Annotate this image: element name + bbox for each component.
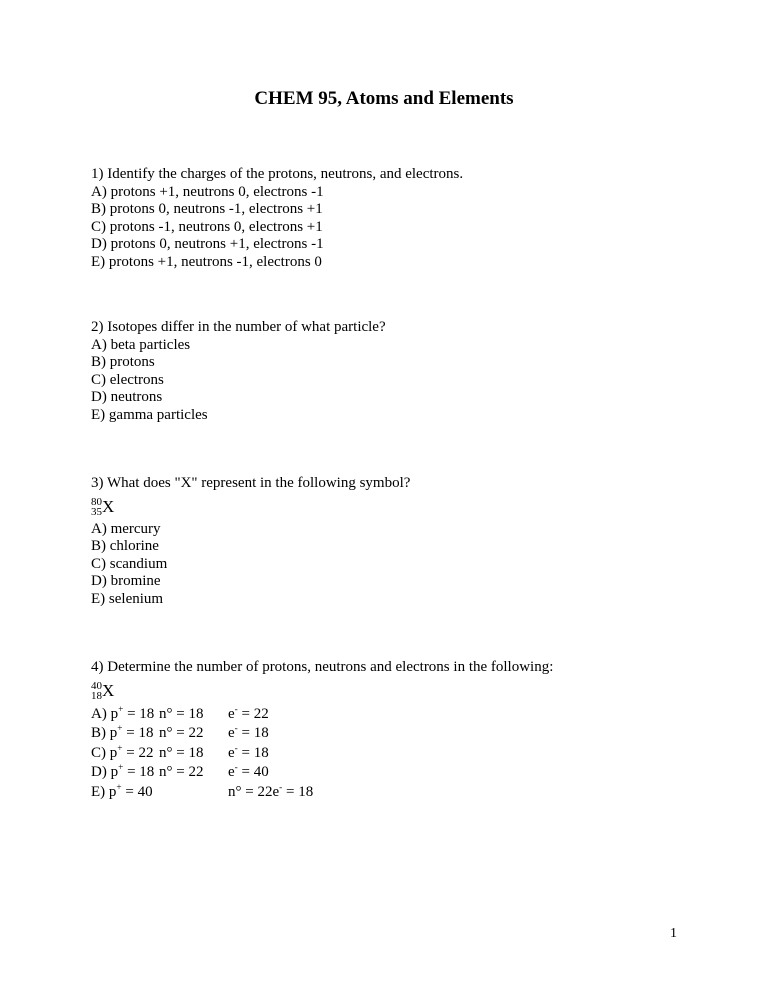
- neutrons-value: n° = 18: [159, 705, 204, 722]
- mass-number: 40: [91, 679, 102, 692]
- question-4-option-d: [91, 763, 708, 783]
- question-4-option-a: [91, 705, 708, 725]
- protons-value: C) p+ = 22: [91, 743, 154, 761]
- question-3-option-c: C) scandium: [91, 555, 168, 572]
- question-1-option-c: C) protons -1, neutrons 0, electrons +1: [91, 218, 323, 235]
- question-3: [91, 475, 708, 608]
- electrons-value: e- = 22: [228, 704, 269, 722]
- question-4-option-c: [91, 744, 708, 764]
- electrons-value: e- = 18: [228, 724, 269, 742]
- question-4-prompt: 4) Determine the number of protons, neutrons and electrons in the following:: [91, 659, 554, 675]
- question-2: [91, 319, 708, 424]
- neutrons-value: n° = 22: [159, 764, 204, 781]
- document-title: CHEM 95, Atoms and Elements: [254, 88, 514, 109]
- question-3-prompt: 3) What does "X" represent in the following symbol?: [91, 475, 411, 491]
- mass-number: 80: [91, 495, 102, 508]
- electrons-value: e- = 18: [228, 743, 269, 761]
- atomic-number: 35: [91, 505, 102, 518]
- question-2-option-c: C) electrons: [91, 371, 164, 388]
- protons-value: D) p+ = 18: [91, 763, 155, 781]
- protons-value: A) p+ = 18: [91, 704, 155, 722]
- electrons-value: e- = 40: [228, 763, 269, 781]
- question-1-option-b: B) protons 0, neutrons -1, electrons +1: [91, 201, 323, 217]
- question-4: [91, 659, 708, 802]
- atomic-number: 18: [91, 689, 102, 702]
- element-symbol: X: [102, 681, 115, 700]
- question-1-prompt: 1) Identify the charges of the protons, neutrons, and electrons.: [91, 166, 464, 182]
- isotope-symbol: [91, 681, 114, 701]
- question-4-option-b: [91, 724, 708, 744]
- electrons-value: n° = 22e- = 18: [228, 782, 314, 800]
- isotope-number-stack: [91, 497, 102, 517]
- question-2-prompt: 2) Isotopes differ in the number of what particle?: [91, 319, 386, 335]
- protons-value: E) p+ = 40: [91, 782, 153, 800]
- isotope-number-stack: [91, 681, 102, 701]
- question-2-option-d: D) neutrons: [91, 389, 163, 405]
- question-3-option-b: B) chlorine: [91, 538, 159, 554]
- question-2-option-b: B) protons: [91, 354, 155, 370]
- question-1: [91, 166, 708, 271]
- question-3-option-d: D) bromine: [91, 573, 161, 589]
- question-3-isotope-line: [91, 493, 708, 521]
- question-1-option-d: D) protons 0, neutrons +1, electrons -1: [91, 236, 324, 252]
- neutrons-value: n° = 22: [159, 725, 204, 742]
- question-4-isotope-line: [91, 677, 708, 705]
- page-number: 1: [670, 926, 677, 941]
- isotope-symbol: [91, 497, 114, 517]
- protons-value: B) p+ = 18: [91, 724, 154, 742]
- neutrons-value: n° = 18: [159, 744, 204, 761]
- question-4-option-e: [91, 783, 708, 803]
- question-1-option-a: A) protons +1, neutrons 0, electrons -1: [91, 183, 324, 200]
- element-symbol: X: [102, 497, 115, 516]
- question-2-option-e: E) gamma particles: [91, 406, 208, 423]
- question-2-option-a: A) beta particles: [91, 336, 191, 353]
- question-3-option-e: E) selenium: [91, 590, 164, 607]
- question-3-option-a: A) mercury: [91, 520, 161, 537]
- question-1-option-e: E) protons +1, neutrons -1, electrons 0: [91, 253, 322, 270]
